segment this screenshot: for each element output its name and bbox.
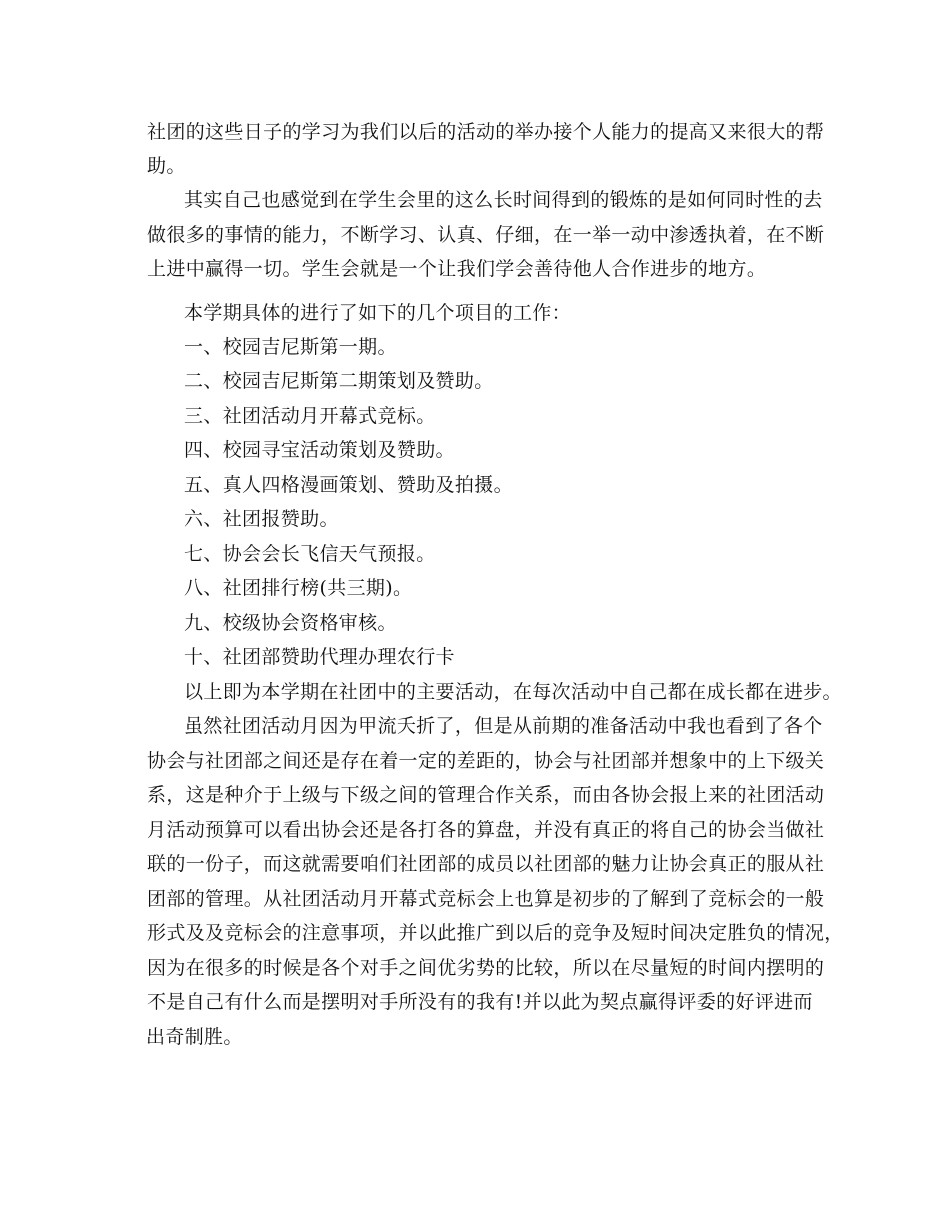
paragraph-line: 社团的这些日子的学习为我们以后的活动的举办接个人能力的提高又来很大的帮 <box>147 121 825 143</box>
paragraph-line: 虽然社团活动月因为甲流夭折了，但是从前期的准备活动中我也看到了各个 <box>184 715 823 737</box>
paragraph-line: 团部的管理。从社团活动月开幕式竞标会上也算是初步的了解到了竞标会的一般 <box>147 888 825 910</box>
paragraph-line: 形式及及竞标会的注意事项，并以此推广到以后的竞争及短时间决定胜负的情况， <box>147 922 844 944</box>
list-item: 一、校园吉尼斯第一期。 <box>184 336 397 358</box>
paragraph-line: 因为在很多的时候是各个对手之间优劣势的比较，所以在尽量短的时间内摆明的 <box>147 957 825 979</box>
paragraph-line: 本学期具体的进行了如下的几个项目的工作： <box>184 302 572 324</box>
list-item: 四、校园寻宝活动策划及赞助。 <box>184 439 455 461</box>
list-item: 六、社团报赞助。 <box>184 508 339 530</box>
paragraph-line: 上进中赢得一切。学生会就是一个让我们学会善待他人合作进步的地方。 <box>147 258 767 280</box>
list-item: 八、社团排行榜(共三期)。 <box>184 577 413 599</box>
paragraph-line: 月活动预算可以看出协会还是各打各的算盘，并没有真正的将自己的协会当做社 <box>147 819 825 841</box>
paragraph-line: 联的一份子，而这就需要咱们社团部的成员以社团部的魅力让协会真正的服从社 <box>147 853 825 875</box>
list-item: 十、社团部赞助代理办理农行卡 <box>184 646 455 668</box>
paragraph-line: 系，这是种介于上级与下级之间的管理合作关系，而由各协会报上来的社团活动 <box>147 784 825 806</box>
list-item: 九、校级协会资格审核。 <box>184 612 397 634</box>
paragraph-line: 以上即为本学期在社团中的主要活动，在每次活动中自己都在成长都在进步。 <box>184 681 842 703</box>
list-item: 五、真人四格漫画策划、赞助及拍摄。 <box>184 474 513 496</box>
paragraph-line: 助。 <box>147 155 186 177</box>
list-item: 七、协会会长飞信天气预报。 <box>184 543 436 565</box>
paragraph-line: 不是自己有什么而是摆明对手所没有的我有!并以此为契点赢得评委的好评进而 <box>147 991 813 1013</box>
paragraph-line: 其实自己也感觉到在学生会里的这么长时间得到的锻炼的是如何同时性的去 <box>184 189 823 211</box>
paragraph-line: 做很多的事情的能力，不断学习、认真、仔细，在一举一动中渗透执着，在不断 <box>147 224 825 246</box>
list-item: 二、校园吉尼斯第二期策划及赞助。 <box>184 370 494 392</box>
list-item: 三、社团活动月开幕式竞标。 <box>184 405 436 427</box>
paragraph-line: 出奇制胜。 <box>146 1026 243 1048</box>
paragraph-line: 协会与社团部之间还是存在着一定的差距的，协会与社团部并想象中的上下级关 <box>147 750 825 772</box>
